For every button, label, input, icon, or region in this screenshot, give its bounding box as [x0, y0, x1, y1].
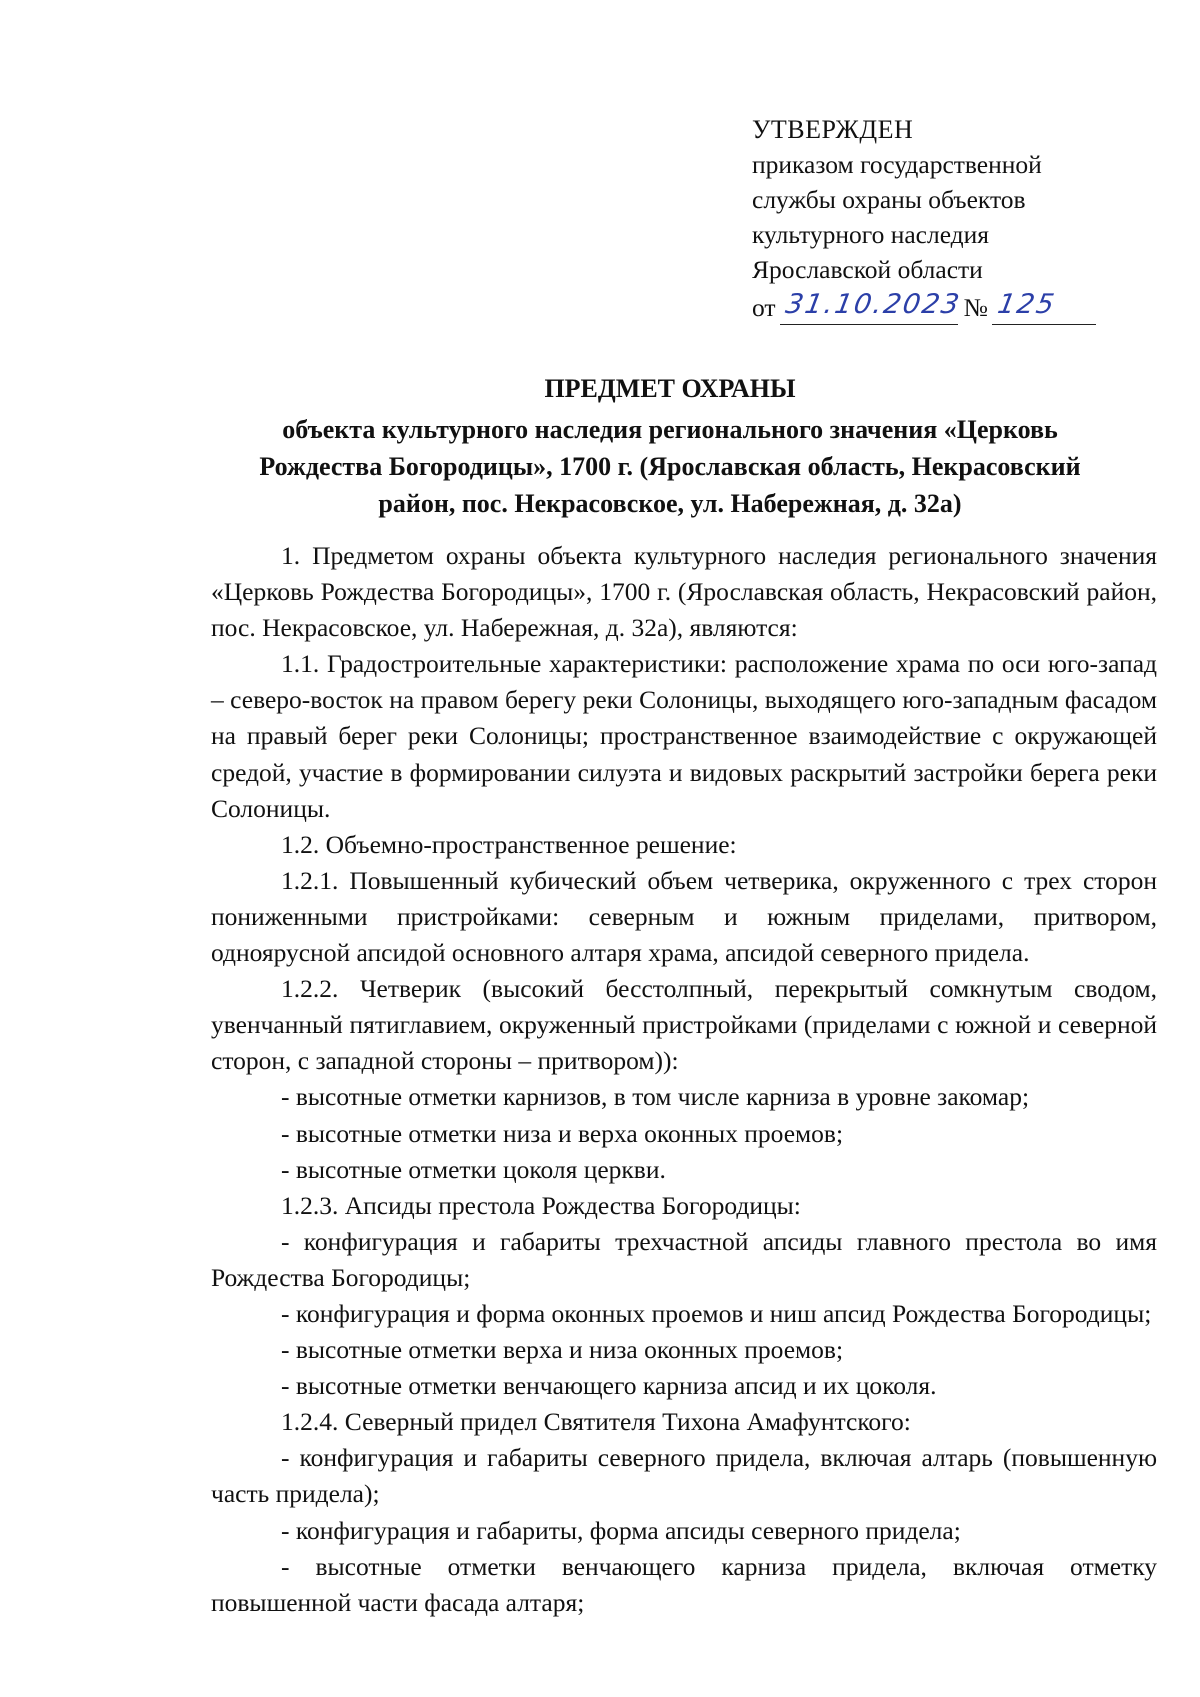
- order-date-field: [780, 289, 963, 325]
- approval-block: [752, 112, 1152, 325]
- order-date-number-row: [752, 287, 1152, 325]
- list-item: - высотные отметки венчающего карниза придела, включая отметку повышенной части фасада алтаря;: [211, 1551, 1157, 1617]
- list-item: - конфигурация и габариты, форма апсиды северного придела;: [281, 1515, 961, 1545]
- paragraph: 1.2. Объемно-пространственное решение:: [281, 829, 737, 859]
- approval-heading: УТВЕРЖДЕН: [752, 115, 914, 144]
- approval-line: культурного наследия: [752, 220, 990, 249]
- approval-line: приказом государственной: [752, 150, 1042, 179]
- order-number-field: [992, 289, 1096, 325]
- handwritten-date: 31.10.2023: [782, 289, 963, 320]
- paragraph: 1.2.2. Четверик (высокий бесстолпный, перекрытый сомкнутым сводом, увенчанный пятиглавием, окруженный пристройками (приделами с южной и северной сторон, с западной стороны – притвором)):: [211, 974, 1157, 1076]
- list-item: - конфигурация и габариты северного придела, включая алтарь (повышенную часть придела);: [211, 1443, 1157, 1509]
- title-line: объекта культурного наследия регионального значения «Церковь: [282, 415, 1058, 444]
- list-item: - высотные отметки верха и низа оконных проемов;: [281, 1335, 844, 1365]
- title-line: Рождества Богородицы», 1700 г. (Ярославская область, Некрасовский: [259, 452, 1081, 481]
- title-line: район, пос. Некрасовское, ул. Набережная, д. 32а): [378, 489, 962, 518]
- list-item: - высотные отметки карнизов, в том числе карниза в уровне закомар;: [281, 1082, 1030, 1112]
- paragraph: 1.1. Градостроительные характеристики: расположение храма по оси юго-запад – северо-восток на правом берегу реки Солоницы, выходящего юго-западным фасадом на правый берег реки Солоницы; пространственное взаимодействие с окружающей средой, участие в формировании силуэта и видовых раскрытий застройки берега реки Солоницы.: [211, 649, 1157, 823]
- handwritten-number: 125: [995, 289, 1059, 320]
- list-item: - высотные отметки венчающего карниза апсид и их цоколя.: [281, 1371, 937, 1401]
- paragraph: 1.2.1. Повышенный кубический объем четверика, окруженного с трех сторон пониженными пристройками: северным и южным приделами, притвором, одноярусной апсидой основного алтаря храма, апсидой северного придела.: [211, 865, 1157, 968]
- title-main: ПРЕДМЕТ ОХРАНЫ: [544, 374, 796, 403]
- approval-line: Ярославской области: [752, 255, 983, 284]
- list-item: - конфигурация и форма оконных проемов и ниш апсид Рождества Богородицы;: [281, 1298, 1152, 1328]
- date-prefix: от: [752, 293, 776, 322]
- document-title: [200, 370, 1140, 522]
- list-item: - высотные отметки низа и верха оконных проемов;: [281, 1118, 844, 1148]
- approval-line: службы охраны объектов: [752, 185, 1026, 214]
- paragraph: 1.2.4. Северный придел Святителя Тихона Амафунтского:: [281, 1407, 911, 1437]
- document-body: [211, 538, 1157, 1621]
- paragraph: 1.2.3. Апсиды престола Рождества Богородицы:: [281, 1190, 801, 1220]
- number-sign: №: [963, 293, 988, 322]
- list-item: - конфигурация и габариты трехчастной апсиды главного престола во имя Рождества Богородицы;: [211, 1226, 1157, 1292]
- list-item: - высотные отметки цоколя церкви.: [281, 1154, 666, 1184]
- paragraph: 1. Предметом охраны объекта культурного наследия регионального значения «Церковь Рождества Богородицы», 1700 г. (Ярославская область, Некрасовский район, пос. Некрасовское, ул. Набережная, д. 32а), являются:: [211, 541, 1157, 643]
